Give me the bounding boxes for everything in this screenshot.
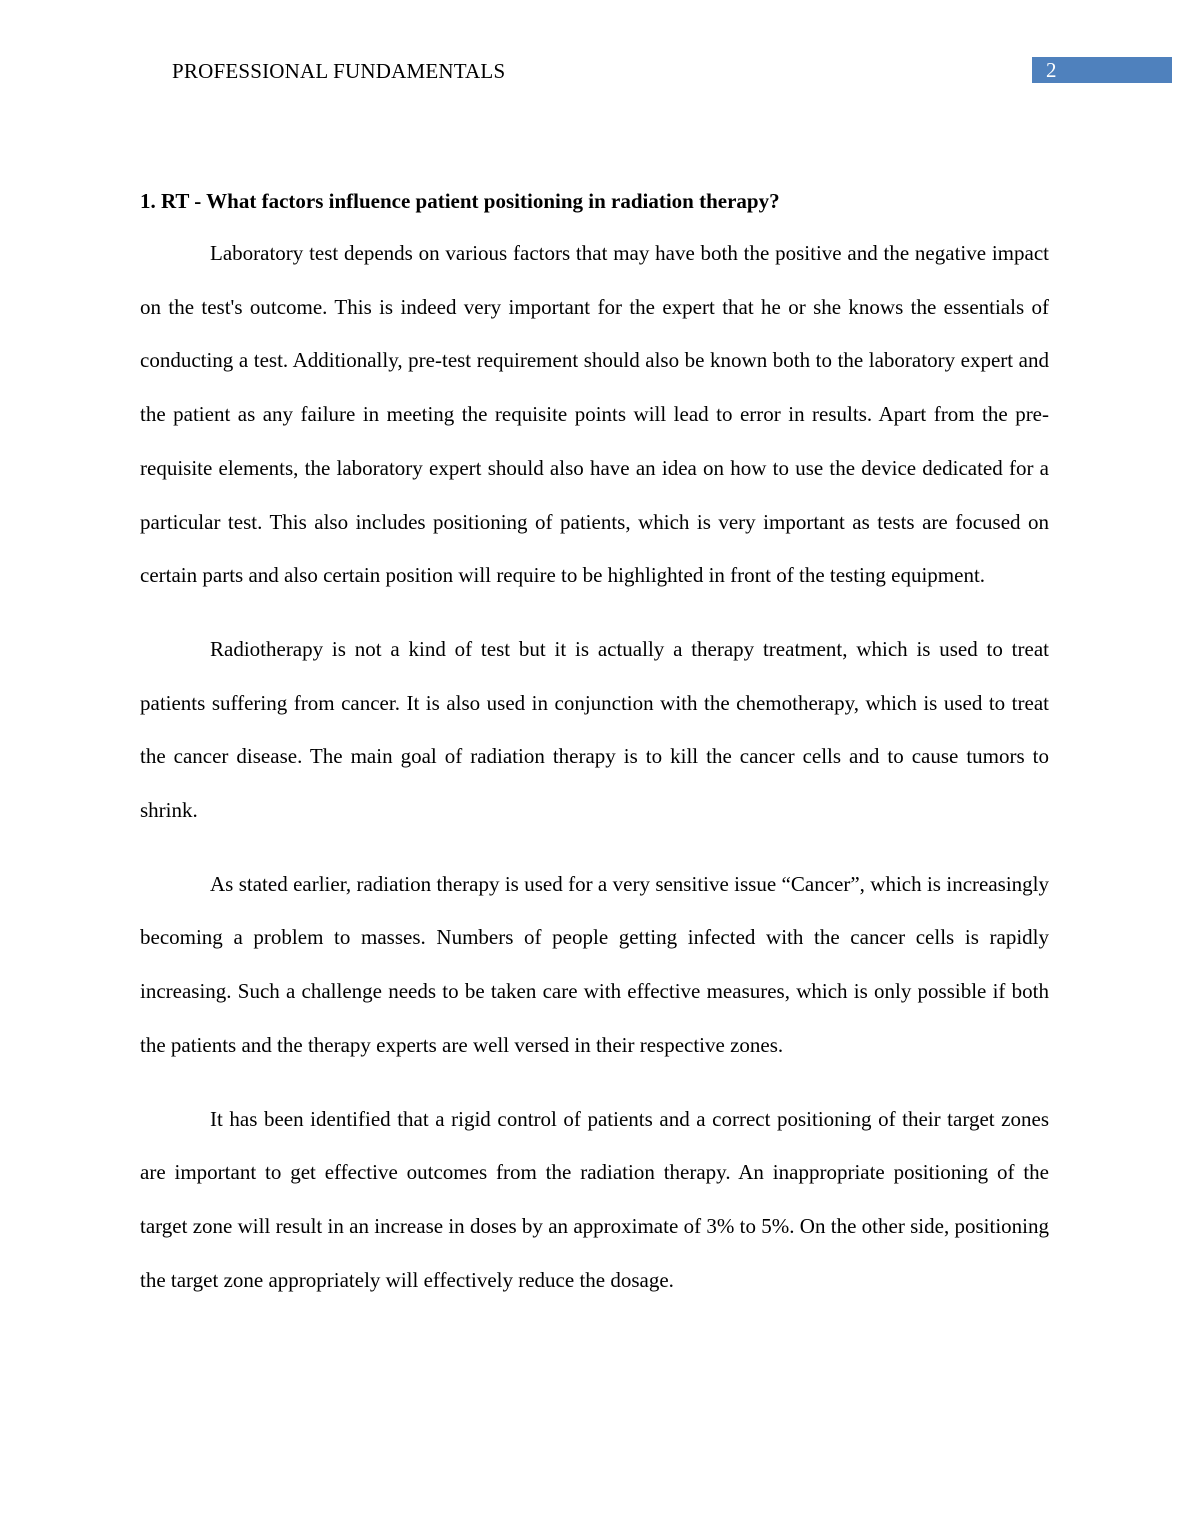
running-head: PROFESSIONAL FUNDAMENTALS xyxy=(172,59,506,83)
section-heading: 1. RT - What factors influence patient positioning in radiation therapy? xyxy=(140,189,780,213)
paragraph-4: It has been identified that a rigid control of patients and a correct positioning of their target zones are important to get effective outcomes from the radiation therapy. An inappropriate positioning of the target zone will result in an increase in doses by an approximate of 3% to 5%. On the other side, positioning the target zone appropriately will effectively reduce the dosage. xyxy=(140,1106,1049,1292)
paragraph-1: Laboratory test depends on various factors that may have both the positive and the negative impact on the test's outcome. This is indeed very important for the expert that he or she knows the essentials of conducting a test. Additionally, pre-test requirement should also be known both to the laboratory expert and the patient as any failure in meeting the requisite points will lead to error in results. Apart from the pre-requisite elements, the laboratory expert should also have an idea on how to use the device dedicated for a particular test. This also includes positioning of patients, which is very important as tests are focused on certain parts and also certain position will require to be highlighted in front of the testing equipment. xyxy=(140,241,1049,588)
paragraph-2: Radiotherapy is not a kind of test but it is actually a therapy treatment, which is used to treat patients suffering from cancer. It is also used in conjunction with the chemotherapy, which is used to treat the cancer disease. The main goal of radiation therapy is to kill the cancer cells and to cause tumors to shrink. xyxy=(140,636,1049,823)
document-body xyxy=(140,182,1049,1307)
paragraph-3: As stated earlier, radiation therapy is used for a very sensitive issue “Cancer”, which is increasingly becoming a problem to masses. Numbers of people getting infected with the cancer cells is rapidly increasing. Such a challenge needs to be taken care with effective measures, which is only possible if both the patients and the therapy experts are well versed in their respective zones. xyxy=(140,871,1049,1057)
page-number: 2 xyxy=(1046,58,1057,82)
page-number-box xyxy=(1032,57,1172,83)
